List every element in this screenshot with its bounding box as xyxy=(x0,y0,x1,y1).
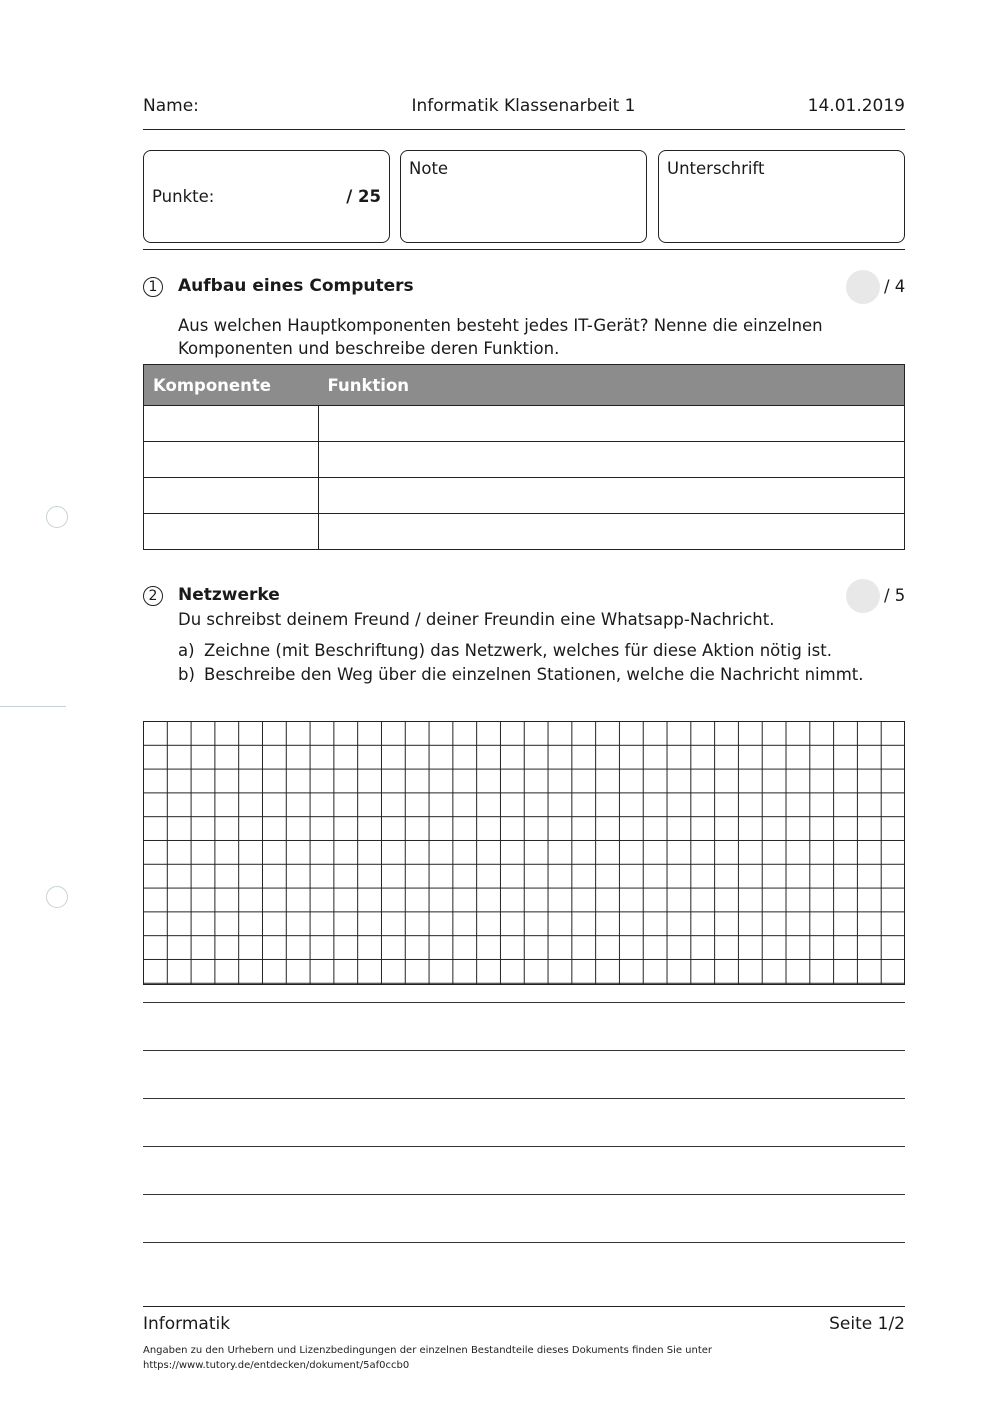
table-cell xyxy=(319,406,905,442)
table-header-row xyxy=(144,365,905,406)
grade-label: Note xyxy=(409,159,449,178)
writing-line xyxy=(143,1002,905,1003)
points-box xyxy=(143,150,390,243)
components-table xyxy=(143,364,905,550)
points-label: Punkte: xyxy=(152,187,215,206)
footer-rule xyxy=(143,1306,905,1307)
table-cell xyxy=(319,442,905,478)
grade-box xyxy=(400,150,647,243)
binder-hole-bottom xyxy=(46,886,68,908)
table-cell xyxy=(319,514,905,550)
writing-line xyxy=(143,1194,905,1195)
table-row xyxy=(144,478,905,514)
task-1-score-field xyxy=(846,270,880,304)
task-2-a-marker: a) xyxy=(178,641,195,660)
binder-hole-top xyxy=(46,506,68,528)
table-cell xyxy=(144,514,319,550)
footer-page-number: Seite 1/2 xyxy=(829,1314,905,1334)
footer-subject: Informatik xyxy=(143,1314,231,1334)
column-header-funktion: Funktion xyxy=(319,365,905,406)
boxes-rule xyxy=(143,249,905,250)
table-row xyxy=(144,442,905,478)
table-cell xyxy=(144,406,319,442)
fold-mark xyxy=(0,706,66,707)
writing-line xyxy=(143,1146,905,1147)
column-header-komponente: Komponente xyxy=(144,365,319,406)
table-cell xyxy=(144,442,319,478)
license-url: https://www.tutory.de/entdecken/dokument/5af0ccb0 xyxy=(143,1360,410,1371)
writing-line xyxy=(143,1050,905,1051)
task-2-b-text: Beschreibe den Weg über die einzelnen Stationen, welche die Nachricht nimmt. xyxy=(204,665,864,684)
writing-line xyxy=(143,1098,905,1099)
task-2-title: Netzwerke xyxy=(178,585,280,605)
table-cell xyxy=(319,478,905,514)
name-label: Name: xyxy=(143,96,199,116)
drawing-grid xyxy=(143,721,905,985)
task-1-text-line-2: Komponenten und beschreibe deren Funktion. xyxy=(178,339,560,358)
task-2-max-points: / 5 xyxy=(884,586,906,605)
signature-label: Unterschrift xyxy=(667,159,765,178)
document-title: Informatik Klassenarbeit 1 xyxy=(411,96,636,116)
table-row xyxy=(144,406,905,442)
writing-line xyxy=(143,1242,905,1243)
task-2-score-field xyxy=(846,579,880,613)
signature-box xyxy=(658,150,905,243)
table-cell xyxy=(144,478,319,514)
points-total: / 25 xyxy=(346,187,381,206)
task-2-b-marker: b) xyxy=(178,665,195,684)
task-2-a-text: Zeichne (mit Beschriftung) das Netzwerk, welches für diese Aktion nötig ist. xyxy=(204,641,832,660)
task-2-intro: Du schreibst deinem Freund / deiner Freundin eine Whatsapp-Nachricht. xyxy=(178,610,775,629)
table-row xyxy=(144,514,905,550)
task-2-number: 2 xyxy=(143,586,163,606)
task-1-title: Aufbau eines Computers xyxy=(178,276,414,296)
document-date: 14.01.2019 xyxy=(807,96,905,116)
license-note: Angaben zu den Urhebern und Lizenzbedingungen der einzelnen Bestandteile dieses Dokuments finden Sie unter xyxy=(143,1345,713,1356)
task-1-max-points: / 4 xyxy=(884,277,906,296)
task-1-number: 1 xyxy=(143,277,163,297)
task-1-text-line-1: Aus welchen Hauptkomponenten besteht jedes IT-Gerät? Nenne die einzelnen xyxy=(178,316,823,335)
header-rule xyxy=(143,129,905,130)
